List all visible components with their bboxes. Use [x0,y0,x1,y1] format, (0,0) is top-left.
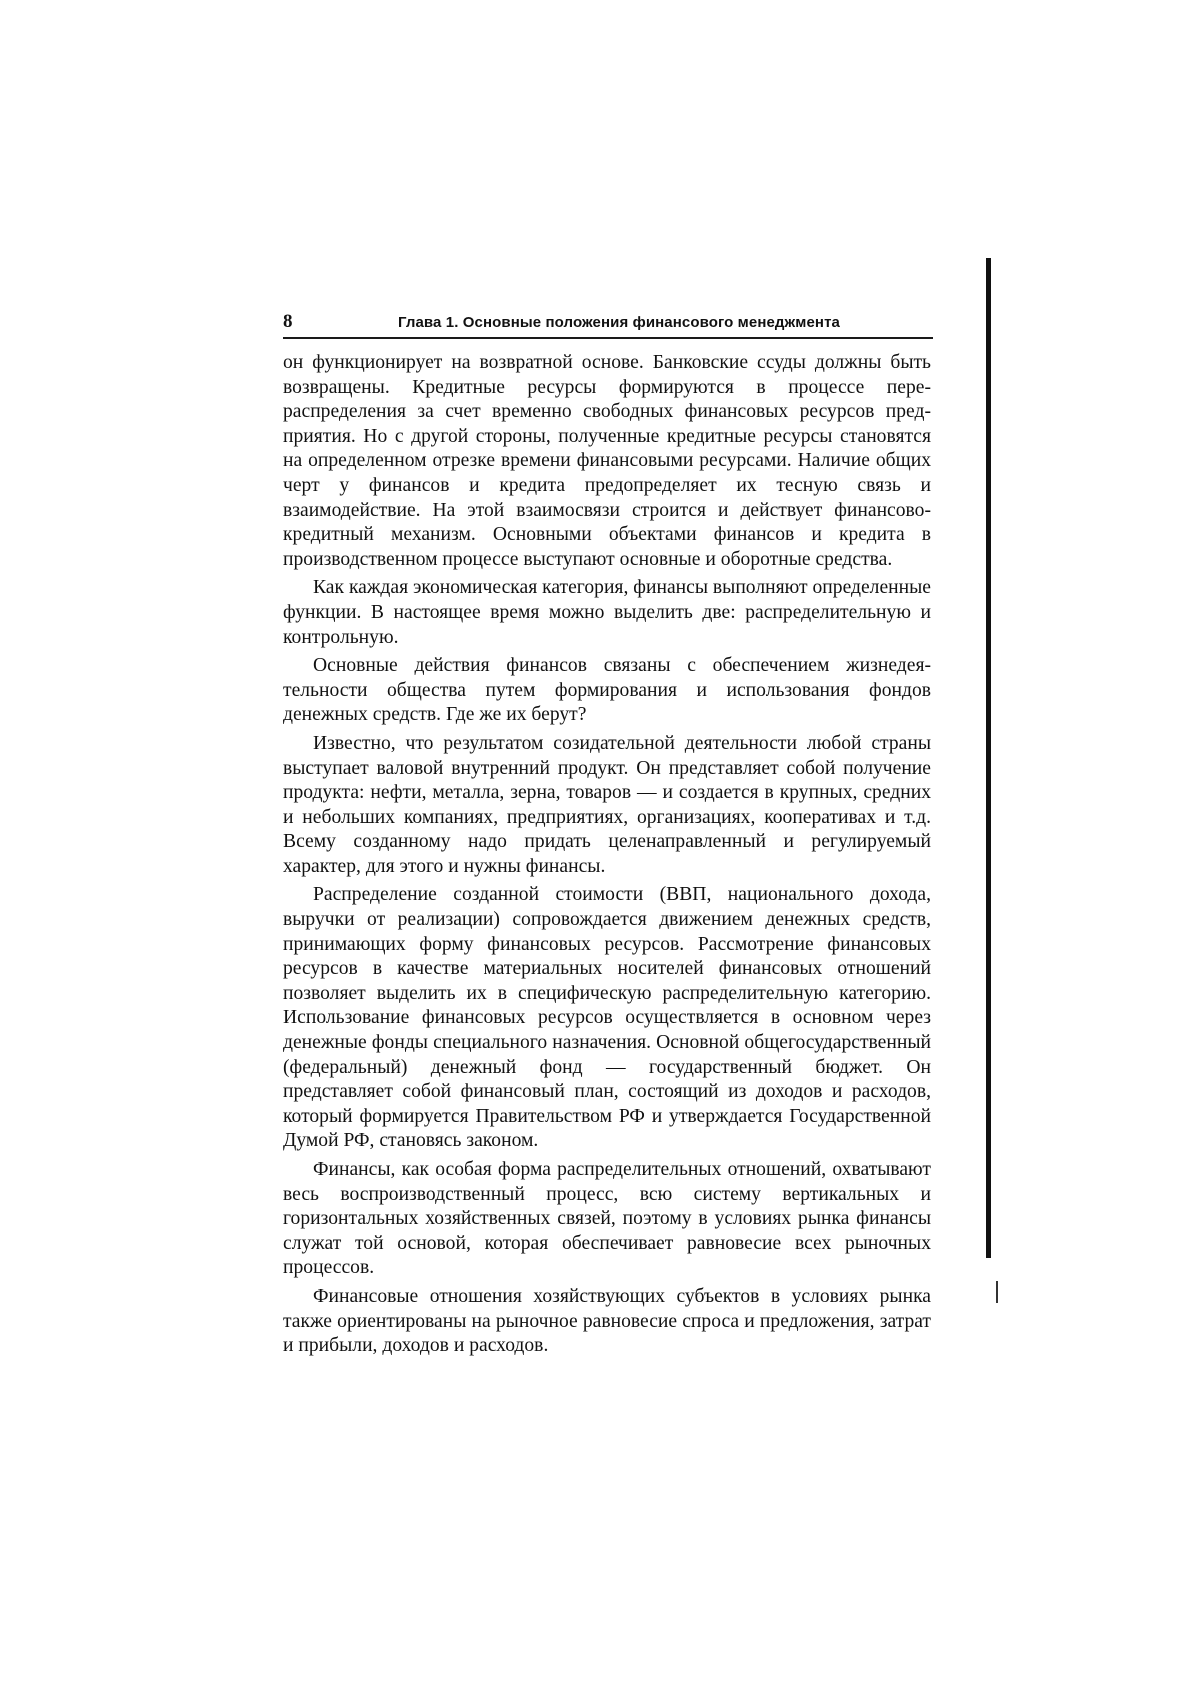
page-number: 8 [283,311,293,332]
chapter-title: Глава 1. Основные положения финансового менеджмента [398,314,840,331]
paragraph-2: Как каждая экономическая категория, финансы выполняют определенные функции. В настоящее время можно выделить две: распределительную и контрольную. [283,577,931,648]
paragraph-1: он функционирует на возвратной основе. Банковские ссуды должны быть возвращены. Кредитные ресурсы формируются в процессе перераспределения за счет временно свободных финансовых ресурсов предприятия. Но с другой стороны, полученные кредитные ресурсы становятся на определенном отрезке времени финансовыми ресурсами. Наличие общих черт у финансов и кредита предопределяет их тесную связь и взаимодействие. На этой взаимосвязи строится и действует финансово-кредитный механизм. Основными объектами финансов и кредита в производственном процессе выступают основные и оборотные средства. [283,352,931,570]
scan-edge-mark [996,1281,998,1303]
body-text [283,351,931,1363]
paragraph-5: Распределение созданной стоимости (ВВП, национального дохода, выручки от реализации) сопровождается движением денежных средств, принимающих форму финансовых ресурсов. Рассмотрение финансовых ресурсов в качестве материальных носителей финансовых отношений позволяет выделить их в специфическую распределительную категорию. Использование финансовых ресурсов осуществляется в основном через денежные фонды специального назначения. Основной общегосударственный (федеральный) денежный фонд — государственный бюджет. Он представляет собой финансовый план, состоящий из доходов и расходов, который формируется Правительством РФ и утверждается Государственной Думой РФ, становясь законом. [283,884,931,1152]
running-head [283,311,933,339]
scan-edge-rule [986,258,991,1258]
paragraph-7: Финансовые отношения хозяйствующих субъектов в условиях рынка также ориентированы на рыночное равновесие спроса и предложения, затрат и прибыли, доходов и расходов. [283,1285,931,1357]
paragraph-4: Известно, что результатом созидательной деятельности любой страны выступает валовой внутренний продукт. Он представляет собой получение продукта: нефти, металла, зерна, товаров — и создается в крупных, средних и небольших компаниях, предприятиях, организациях, кооперативах и т.д. Всему созданному надо придать целенаправленный и регулируемый характер, для этого и нужны финансы. [283,732,931,877]
paragraph-6: Финансы, как особая форма распределительных отношений, охватывают весь воспроизводственный процесс, всю систему вертикальных и горизонтальных хозяйственных связей, поэтому в условиях рынка финансы служат той основой, которая обеспечивает равновесие всех рыночных процессов. [283,1159,931,1279]
paragraph-3: Основные действия финансов связаны с обеспечением жизнедеятельности общества путем формирования и использования фондов денежных средств. Где же их берут? [283,655,931,726]
